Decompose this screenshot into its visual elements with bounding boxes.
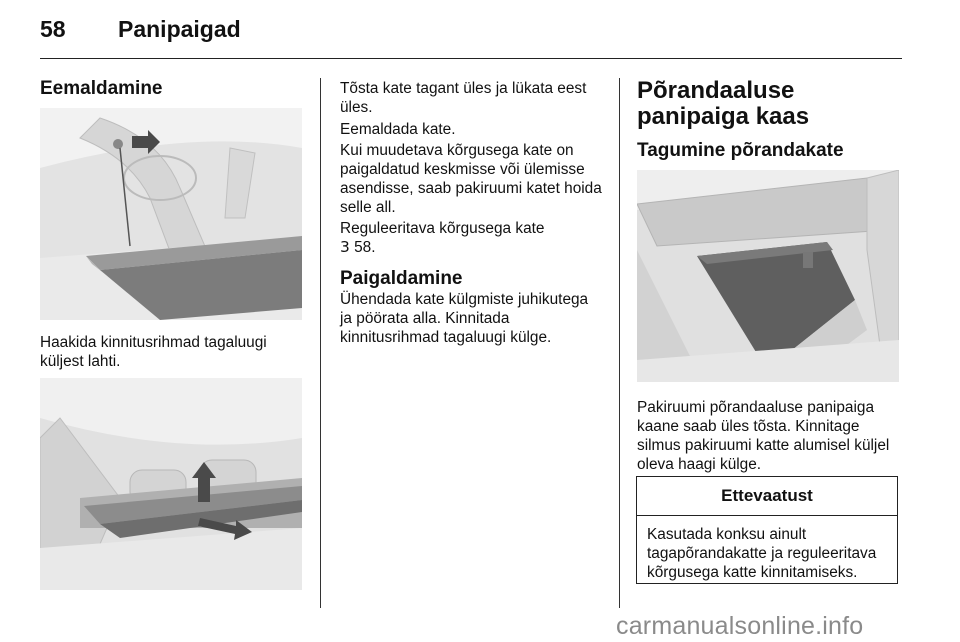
column-divider-right: [619, 78, 620, 608]
reference-label: Reguleeritava kõrgusega kate: [340, 220, 545, 237]
subheading-rear-floor-cover: Tagumine põrandakate: [637, 140, 844, 161]
section-heading-installation: Paigaldamine: [340, 268, 463, 289]
reference-page-link[interactable]: 58.: [349, 239, 376, 256]
page-ref-arrow-icon[interactable]: 3: [340, 238, 350, 256]
rear-shelf-strap-illustration: [40, 108, 302, 320]
caption-unhook-straps: Haakida kinnitusrihmad tagaluugi küljest lahti.: [40, 334, 267, 370]
note-store-under: Kui muudetava kõrgusega kate on paigaldatud keskmisse või ülemisse asendisse, saab pakiruumi katet hoida selle all.: [340, 142, 602, 216]
description-lift-cover: Pakiruumi põrandaaluse panipaiga kaane saab üles tõsta. Kinnitage silmus pakiruumi katte alumisel küljel oleva haagi külge.: [637, 399, 890, 473]
section-heading-removal: Eemaldamine: [40, 78, 163, 99]
section-heading-floor-storage: Põrandaaluse panipaiga kaas: [637, 77, 810, 130]
header-rule: [40, 58, 902, 59]
step-remove-cover: Eemaldada kate.: [340, 121, 456, 138]
caution-title: Ettevaatust: [637, 477, 897, 516]
floor-cover-hook-illustration: [637, 170, 899, 382]
cross-reference: [340, 219, 602, 257]
caution-text: Kasutada konksu ainult tagapõrandakatte ja reguleeritava kõrgusega katte kinnitamiseks.: [647, 526, 877, 581]
step-install-cover: Ühendada kate külgmiste juhikutega ja pöörata alla. Kinnitada kinnitusrihmad tagaluugi külge.: [340, 291, 589, 346]
page-number: 58: [40, 16, 66, 42]
figure-floor-cover: [637, 170, 899, 382]
rear-shelf-removal-illustration: [40, 378, 302, 590]
watermark: carmanualsonline.info: [616, 612, 864, 640]
figure-shelf-removal: [40, 378, 302, 590]
caution-box: [636, 476, 898, 584]
column-divider-left: [320, 78, 321, 608]
step-lift-cover: Tõsta kate tagant üles ja lükata eest üles.: [340, 80, 587, 116]
chapter-title: Panipaigad: [118, 16, 241, 42]
figure-shelf-strap: [40, 108, 302, 320]
